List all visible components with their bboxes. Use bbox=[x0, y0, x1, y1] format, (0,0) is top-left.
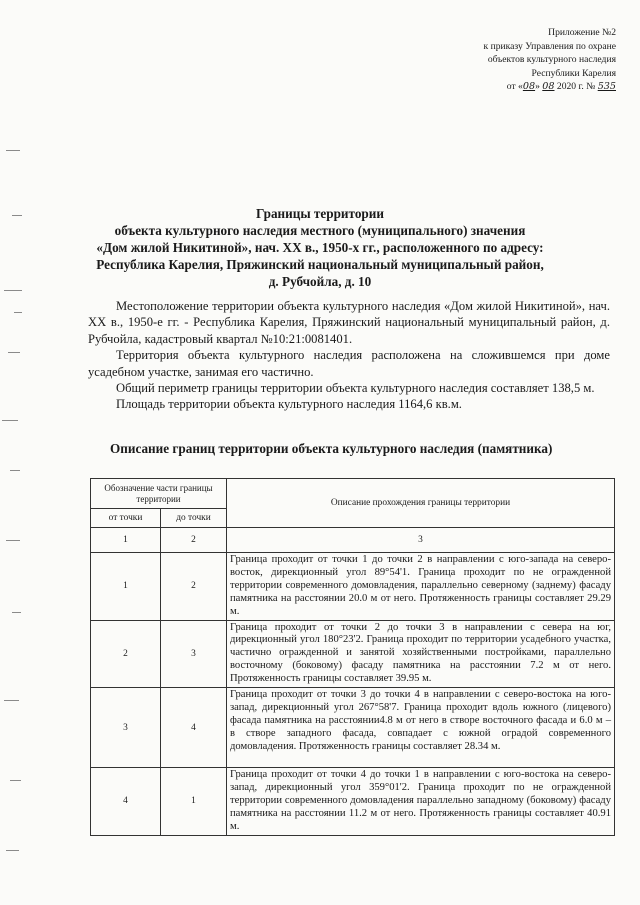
description-cell: Граница проходит от точки 3 до точки 4 в направлении с северо-востока на юго-запад, дирекционный угол 267°58'7. Граница проходит вдоль южного (лицевого) фасада памятника на расстоянии4.8 м от него в створе восточного фасада и 6.0 м – в створе западного фасада, совпадает с южной оградой современного домовладения. Протяженность границы составляет 28.34 м. bbox=[227, 688, 615, 768]
to-point-cell: 1 bbox=[161, 768, 227, 836]
title-line: Республика Карелия, Пряжинский национальный муниципальный район, bbox=[96, 257, 544, 272]
document-title bbox=[0, 205, 640, 290]
handwritten-month: 08 bbox=[542, 81, 555, 92]
stamp-line: к приказу Управления по охране bbox=[483, 40, 616, 52]
stamp-line: Приложение №2 bbox=[548, 27, 616, 38]
perimeter-paragraph: Общий периметр границы территории объекта культурного наследия составляет 138,5 м. bbox=[116, 381, 595, 396]
description-cell: Граница проходит от точки 4 до точки 1 в направлении с юго-востока на северо-запад, дирекционный угол 359°01'2. Граница проходит по не огражденной территории современного домовладения параллельно западному (боковому) фасаду памятника на расстоянии 11.2 м от него. Протяженность границы составляет 40.91 м. bbox=[227, 768, 615, 836]
table-row bbox=[91, 688, 615, 768]
title-line: Границы территории bbox=[256, 206, 384, 221]
from-point-cell: 1 bbox=[91, 553, 161, 621]
area-paragraph: Площадь территории объекта культурного наследия 1164,6 кв.м. bbox=[116, 397, 462, 412]
table-row bbox=[91, 768, 615, 836]
stamp-date-line bbox=[396, 80, 616, 94]
to-point-cell: 3 bbox=[161, 620, 227, 688]
table-header-row bbox=[91, 479, 615, 509]
from-point-cell: 3 bbox=[91, 688, 161, 768]
approval-stamp bbox=[396, 26, 616, 94]
header-to-cell: до точки bbox=[161, 509, 227, 528]
title-line: д. Рубчойла, д. 10 bbox=[268, 274, 372, 289]
table-row bbox=[91, 553, 615, 621]
document-body bbox=[88, 298, 610, 413]
to-point-cell: 4 bbox=[161, 688, 227, 768]
location-paragraph: Местоположение территории объекта культурного наследия «Дом жилой Никитиной», нач. XX в., 1950-е гг. - Республика Карелия, Пряжинский национальный муниципальный район, д. Рубчойла, кадастровый квартал №10:21:0081401. bbox=[88, 299, 610, 346]
territory-paragraph: Территория объекта культурного наследия расположена на сложившемся при доме усадебном участке, занимая его частично. bbox=[88, 348, 610, 379]
header-group-cell: Обозначение части границы территории bbox=[91, 479, 227, 509]
boundary-table bbox=[90, 478, 615, 836]
date-suffix: 2020 г. № bbox=[554, 81, 598, 92]
table-numbering-row bbox=[91, 528, 615, 553]
date-mid: » bbox=[535, 81, 540, 92]
to-point-cell: 2 bbox=[161, 553, 227, 621]
header-from-cell: от точки bbox=[91, 509, 161, 528]
num-cell: 3 bbox=[227, 528, 615, 553]
date-prefix: от « bbox=[506, 81, 523, 92]
handwritten-number: 535 bbox=[597, 81, 616, 92]
table-heading: Описание границ территории объекта культурного наследия (памятника) bbox=[110, 441, 553, 456]
title-line: «Дом жилой Никитиной», нач. XX в., 1950-х гг., расположенного по адресу: bbox=[96, 240, 544, 255]
from-point-cell: 4 bbox=[91, 768, 161, 836]
description-cell: Граница проходит от точки 2 до точки 3 в направлении с севера на юг, дирекционный угол 180°23'2. Граница проходит по территории усадебного участка, частично огражденной и занятой хозяйственными постройками, параллельно восточному (боковому) фасаду памятника на расстоянии 7.2 м от него. Протяженность границы составляет 39.95 м. bbox=[227, 620, 615, 688]
title-line: объекта культурного наследия местного (муниципального) значения bbox=[114, 223, 526, 238]
table-row bbox=[91, 620, 615, 688]
scan-margin-marks bbox=[0, 0, 60, 905]
from-point-cell: 2 bbox=[91, 620, 161, 688]
description-cell: Граница проходит от точки 1 до точки 2 в направлении с юго-запада на северо-восток, дирекционный угол 89°54'1. Граница проходит по не огражденной территории современного домовладения, параллельно северному (заднему) фасаду памятника на расстоянии 20.0 м от него. Протяженность границы составляет 29.29 м. bbox=[227, 553, 615, 621]
header-desc-cell: Описание прохождения границы территории bbox=[227, 479, 615, 528]
handwritten-day: 08 bbox=[522, 81, 536, 92]
stamp-line: объектов культурного наследия bbox=[487, 54, 616, 65]
stamp-line: Республики Карелия bbox=[531, 67, 616, 79]
num-cell: 1 bbox=[91, 528, 161, 553]
num-cell: 2 bbox=[161, 528, 227, 553]
